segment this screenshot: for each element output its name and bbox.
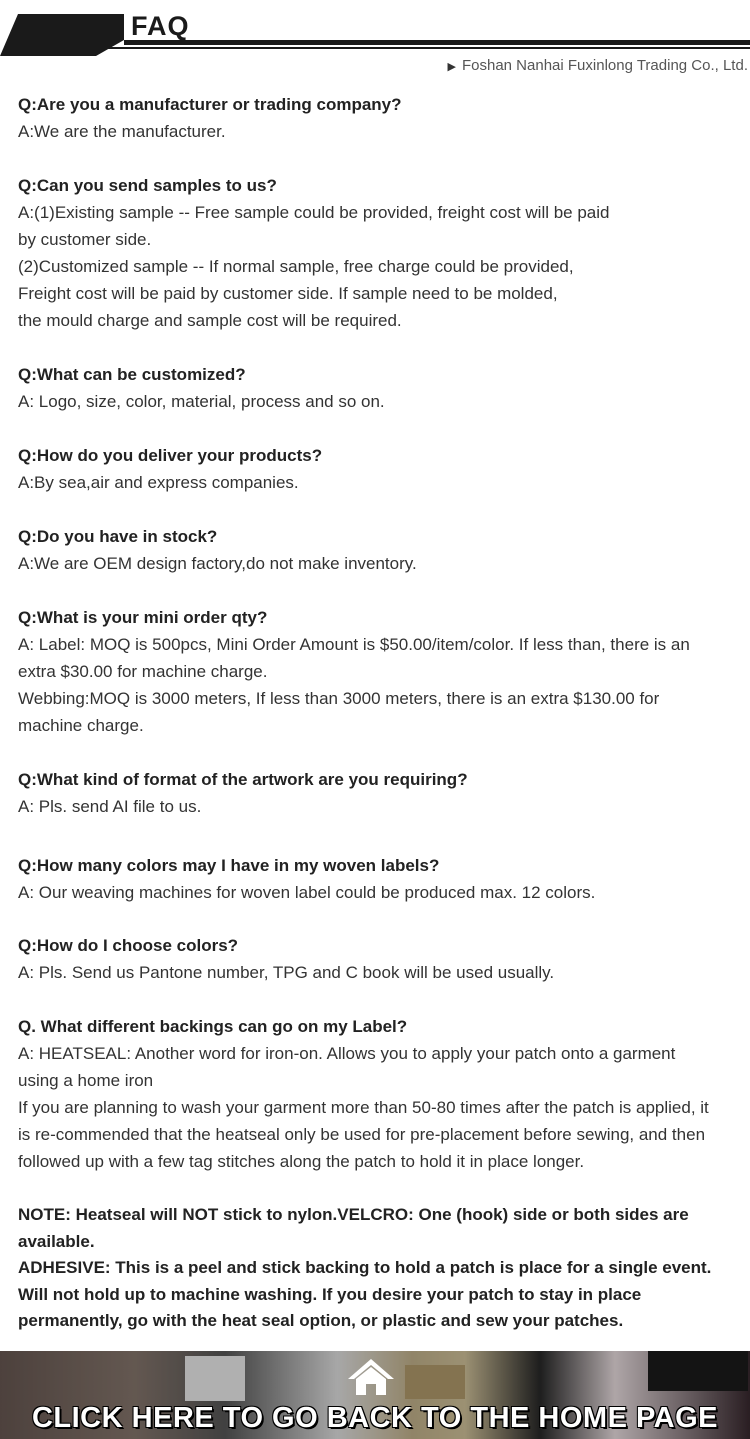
header-decoration (0, 0, 750, 56)
company-label: Foshan Nanhai Fuxinlong Trading Co., Ltd. (461, 57, 748, 74)
faq-answer: A:We are the manufacturer. (18, 122, 226, 141)
faq-answer: A: Pls. send AI file to us. (18, 797, 202, 816)
faq-question: Q:What is your mini order qty? (18, 608, 268, 627)
faq-item (18, 932, 746, 986)
faq-question: Q:How do I choose colors? (18, 936, 239, 955)
faq-item (18, 604, 746, 739)
faq-question: Q:How do you deliver your products? (18, 446, 323, 465)
faq-question: Q:Do you have in stock? (18, 527, 218, 546)
faq-item (18, 442, 746, 496)
triangle-right-icon: ▶ (447, 61, 456, 73)
faq-answer: A: Pls. Send us Pantone number, TPG and C book will be used usually. (18, 963, 555, 982)
faq-item (18, 852, 746, 906)
home-icon (346, 1357, 396, 1397)
faq-question: Q:Are you a manufacturer or trading company? (18, 95, 402, 114)
faq-question: Q. What different backings can go on my Label? (18, 1017, 408, 1036)
home-page-banner[interactable] (0, 1351, 750, 1439)
faq-header (0, 0, 750, 56)
faq-answer: A:(1)Existing sample -- Free sample could be provided, freight cost will be paid by customer side. (2)Customized sample -- If normal sample, free charge could be provided, Freight cost will be paid by customer side. If sample need to be molded, the mould charge and sample cost will be required. (18, 203, 610, 330)
faq-answer: A:We are OEM design factory,do not make inventory. (18, 554, 417, 573)
faq-item (18, 1013, 746, 1175)
faq-item (18, 361, 746, 415)
faq-answer: A: HEATSEAL: Another word for iron-on. Allows you to apply your patch onto a garment using a home iron If you are planning to wash your garment more than 50-80 times after the patch is applied, it is re-commended that the heatseal only be used for pre-placement before sewing, and then followed up with a few tag stitches along the patch to hold it in place longer. (18, 1044, 709, 1171)
faq-answer: A: Label: MOQ is 500pcs, Mini Order Amount is $50.00/item/color. If less than, there is an extra $30.00 for machine charge. Webbing:MOQ is 3000 meters, If less than 3000 meters, there is an extra $130.00 for machine charge. (18, 635, 690, 735)
adhesive-note: ADHESIVE: This is a peel and stick backing to hold a patch is place for a single event. Will not hold up to machine washing. If you desire your patch to stay in place permanently, go with the heat seal option, or plastic and sew your patches. (18, 1258, 712, 1330)
faq-item (18, 172, 746, 334)
faq-answer: A: Logo, size, color, material, process and so on. (18, 392, 385, 411)
page-title: FAQ (131, 11, 190, 41)
faq-item (18, 523, 746, 577)
faq-question: Q:How many colors may I have in my woven labels? (18, 856, 440, 875)
company-name (448, 57, 748, 76)
faq-item (18, 91, 746, 145)
faq-question: Q:What kind of format of the artwork are you requiring? (18, 770, 468, 789)
faq-answer: A: Our weaving machines for woven label could be produced max. 12 colors. (18, 883, 596, 902)
faq-item (18, 766, 746, 820)
faq-answer: A:By sea,air and express companies. (18, 473, 299, 492)
heatseal-note: NOTE: Heatseal will NOT stick to nylon.VELCRO: One (hook) side or both sides are available. (18, 1205, 689, 1251)
back-to-home-link[interactable]: CLICK HERE TO GO BACK TO THE HOME PAGE (31, 1402, 719, 1434)
faq-list (18, 91, 746, 1335)
faq-question: Q:Can you send samples to us? (18, 176, 277, 195)
faq-question: Q:What can be customized? (18, 365, 246, 384)
